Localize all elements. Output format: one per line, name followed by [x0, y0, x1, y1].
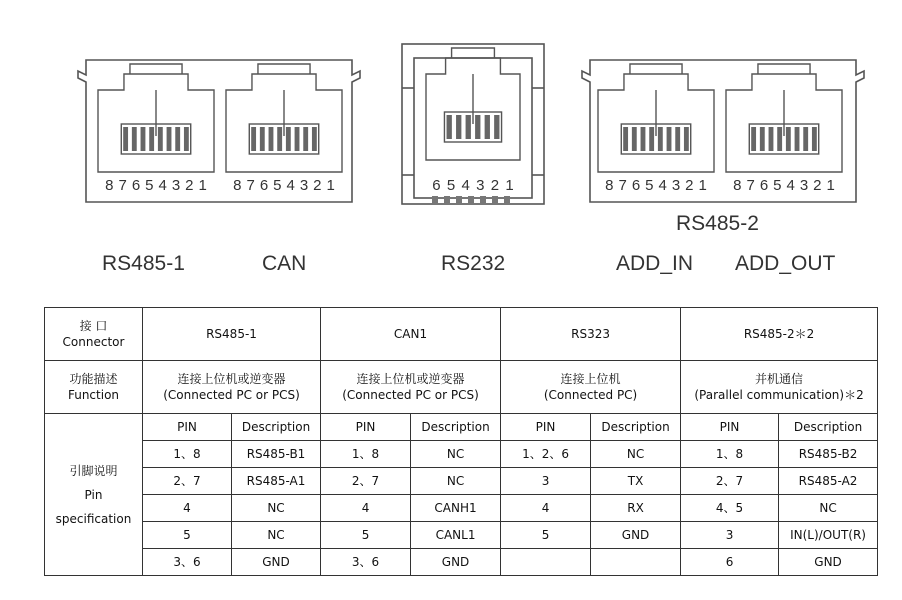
pin-cell: 5	[501, 522, 591, 549]
pin-spec-header-cell: 引脚说明 Pin specification	[45, 414, 143, 576]
pin-col-header: PIN	[501, 414, 591, 441]
pin-contact	[175, 127, 180, 151]
pin-contact	[269, 127, 274, 151]
pin-number: 4	[461, 177, 470, 194]
function-row	[45, 361, 878, 414]
desc-cell: GND	[779, 549, 878, 576]
pin-row	[45, 495, 878, 522]
pin-number: 1	[198, 177, 207, 194]
connector-name-rs485-2: RS485-2＊2	[681, 308, 878, 361]
pin-cell: 3、6	[143, 549, 232, 576]
pin-number: 4	[286, 177, 295, 194]
desc-cell: RX	[591, 495, 681, 522]
pin-contact	[466, 115, 471, 139]
pin-number: 6	[631, 177, 641, 194]
pin-number: 7	[746, 177, 755, 194]
pin-number: 6	[432, 177, 441, 194]
pin-number: 8	[233, 177, 242, 194]
pin-number: 4	[158, 177, 167, 194]
connector-row	[45, 308, 878, 361]
pin-contact	[760, 127, 765, 151]
function-cell: 连接上位机或逆变器 (Connected PC or PCS)	[143, 361, 321, 414]
pin-cell: 4	[143, 495, 232, 522]
pin-cell: 3、6	[321, 549, 411, 576]
pin-cell: 1、8	[143, 441, 232, 468]
desc-cell: CANL1	[411, 522, 501, 549]
pin-contact	[777, 127, 782, 151]
pin-number: 1	[326, 177, 335, 194]
pin-cell: 4	[321, 495, 411, 522]
pin-contact	[132, 127, 137, 151]
pin-table	[44, 307, 878, 576]
desc-cell: IN(L)/OUT(R)	[779, 522, 878, 549]
desc-cell: RS485-B2	[779, 441, 878, 468]
desc-cell: RS485-B1	[232, 441, 321, 468]
pin-contact	[494, 115, 499, 139]
pin-cell: 2、7	[681, 468, 779, 495]
pin-number: 5	[273, 177, 282, 194]
pin-number: 6	[131, 177, 141, 194]
pin-number: 3	[171, 177, 181, 194]
can-label: CAN	[262, 252, 307, 275]
pin-number: 5	[145, 177, 154, 194]
pin-subheader-row	[45, 414, 878, 441]
pin-contact	[286, 127, 291, 151]
desc-col-header: Description	[232, 414, 321, 441]
pin-number: 7	[618, 177, 627, 194]
pin-contact	[485, 115, 490, 139]
desc-cell: NC	[411, 468, 501, 495]
pin-cell: 3	[681, 522, 779, 549]
pin-number: 2	[813, 177, 822, 194]
pin-col-header: PIN	[681, 414, 779, 441]
pin-cell: 1、8	[681, 441, 779, 468]
pin-contact	[149, 127, 154, 151]
pin-contact	[632, 127, 637, 151]
connector-header-cell: 接 口 Connector	[45, 308, 143, 361]
function-cell: 并机通信 (Parallel communication)＊2	[681, 361, 878, 414]
pin-number: 2	[185, 177, 194, 194]
pin-number: 2	[490, 177, 500, 194]
desc-cell: NC	[232, 522, 321, 549]
desc-cell: GND	[232, 549, 321, 576]
desc-col-header: Description	[411, 414, 501, 441]
pin-contact	[141, 127, 146, 151]
desc-cell: CANH1	[411, 495, 501, 522]
desc-cell	[591, 549, 681, 576]
connector-diagram	[0, 0, 902, 290]
desc-col-header: Description	[779, 414, 878, 441]
pin-number: 5	[645, 177, 654, 194]
pin-number: 8	[105, 177, 114, 194]
pin-number: 6	[759, 177, 769, 194]
rs485-2-label: RS485-2	[676, 212, 759, 235]
pin-row	[45, 522, 878, 549]
pin-number: 7	[246, 177, 255, 194]
pin-number: 3	[299, 177, 309, 194]
jack-port	[98, 64, 214, 194]
desc-cell: GND	[411, 549, 501, 576]
jack-port	[726, 64, 842, 194]
desc-cell: TX	[591, 468, 681, 495]
desc-cell: RS485-A1	[232, 468, 321, 495]
add-in-label: ADD_IN	[616, 252, 694, 275]
desc-cell: NC	[591, 441, 681, 468]
pin-col-header: PIN	[143, 414, 232, 441]
function-cell: 连接上位机 (Connected PC)	[501, 361, 681, 414]
connector-name-rs323: RS323	[501, 308, 681, 361]
pin-number: 4	[658, 177, 667, 194]
pin-contact	[667, 127, 672, 151]
add-out-label: ADD_OUT	[735, 252, 836, 275]
pin-contact	[184, 127, 189, 151]
pin-number: 3	[671, 177, 681, 194]
pin-number: 2	[313, 177, 322, 194]
pin-contact	[675, 127, 680, 151]
pin-cell: 3	[501, 468, 591, 495]
pin-cell: 5	[143, 522, 232, 549]
pin-contact	[158, 127, 163, 151]
pin-number: 1	[698, 177, 707, 194]
pin-contact	[447, 115, 452, 139]
pin-contact	[769, 127, 774, 151]
pin-number: 8	[605, 177, 614, 194]
desc-cell: NC	[411, 441, 501, 468]
pin-cell: 4、5	[681, 495, 779, 522]
pin-contact	[803, 127, 808, 151]
pin-number: 3	[476, 177, 485, 194]
pin-col-header: PIN	[321, 414, 411, 441]
pin-contact	[623, 127, 628, 151]
pin-contact	[475, 115, 480, 139]
pin-cell: 1、2、6	[501, 441, 591, 468]
pin-contact	[312, 127, 317, 151]
pin-row	[45, 549, 878, 576]
desc-cell: GND	[591, 522, 681, 549]
pin-contact	[649, 127, 654, 151]
function-header-cell: 功能描述 Function	[45, 361, 143, 414]
pin-number: 4	[786, 177, 795, 194]
pin-contact	[456, 115, 461, 139]
pin-cell: 2、7	[143, 468, 232, 495]
rs485-1-label: RS485-1	[102, 252, 185, 275]
pin-contact	[167, 127, 172, 151]
pin-contact	[295, 127, 300, 151]
pin-contact	[123, 127, 128, 151]
pin-number: 3	[799, 177, 809, 194]
pin-number: 5	[446, 177, 456, 194]
pin-cell: 5	[321, 522, 411, 549]
pin-contact	[751, 127, 756, 151]
pin-row	[45, 441, 878, 468]
pin-cell	[501, 549, 591, 576]
pin-contact	[260, 127, 265, 151]
pin-contact	[303, 127, 308, 151]
pin-contact	[795, 127, 800, 151]
pin-cell: 4	[501, 495, 591, 522]
pin-number: 8	[733, 177, 742, 194]
desc-col-header: Description	[591, 414, 681, 441]
jack-port	[426, 48, 520, 194]
pin-number: 1	[505, 177, 514, 194]
pin-cell: 1、8	[321, 441, 411, 468]
pin-row	[45, 468, 878, 495]
jack-port	[226, 64, 342, 194]
pin-number: 7	[118, 177, 127, 194]
pin-cell: 2、7	[321, 468, 411, 495]
pin-contact	[658, 127, 663, 151]
pin-number: 6	[259, 177, 269, 194]
pin-number: 5	[773, 177, 782, 194]
pin-number: 1	[826, 177, 835, 194]
pin-contact	[251, 127, 256, 151]
desc-cell: NC	[232, 495, 321, 522]
pin-contact	[277, 127, 282, 151]
rs232-label: RS232	[441, 252, 506, 275]
pin-number: 2	[685, 177, 694, 194]
pin-contact	[812, 127, 817, 151]
pin-contact	[641, 127, 646, 151]
jack-port	[598, 64, 714, 194]
desc-cell: NC	[779, 495, 878, 522]
connector-name-rs485-1: RS485-1	[143, 308, 321, 361]
connector-name-can1: CAN1	[321, 308, 501, 361]
pin-cell: 6	[681, 549, 779, 576]
pin-contact	[786, 127, 791, 151]
desc-cell: RS485-A2	[779, 468, 878, 495]
pin-contact	[684, 127, 689, 151]
function-cell: 连接上位机或逆变器 (Connected PC or PCS)	[321, 361, 501, 414]
